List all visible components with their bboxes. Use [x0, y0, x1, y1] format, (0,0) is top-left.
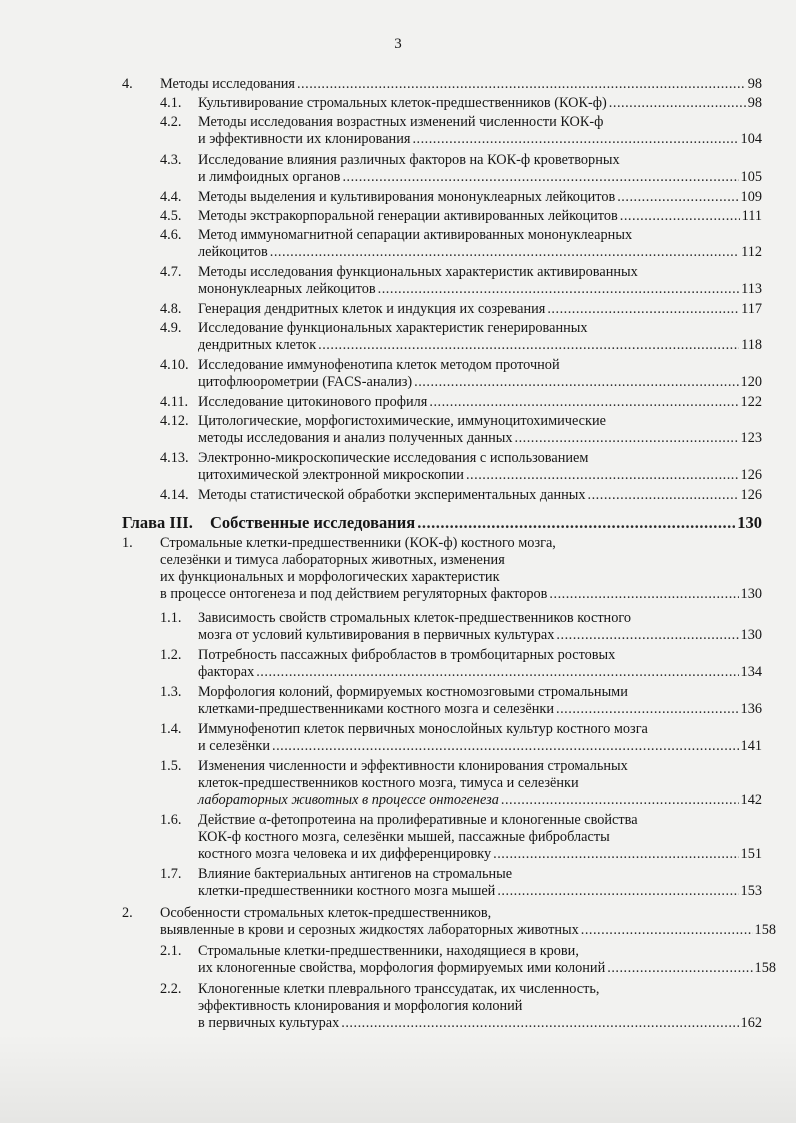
- dot-leader: [620, 208, 740, 225]
- toc-number: 1.3.: [160, 684, 182, 700]
- toc-page: 151: [740, 846, 762, 862]
- toc-page: 162: [740, 1015, 762, 1031]
- toc-title: клеток-предшественников костного мозга, тимуса и селезёнки: [198, 775, 579, 791]
- dot-leader: [256, 664, 738, 681]
- toc-page: 130: [737, 513, 762, 532]
- toc-number: 1.4.: [160, 721, 182, 737]
- toc-title: цитохимической электронной микроскопии: [198, 467, 464, 483]
- toc-title: их функциональных и морфологических характеристик: [160, 569, 500, 585]
- dot-leader: [493, 846, 738, 863]
- dot-leader: [497, 883, 738, 900]
- dot-leader: [609, 95, 746, 112]
- dot-leader: [272, 738, 739, 755]
- toc-title: Влияние бактериальных антигенов на стромальные: [198, 866, 513, 882]
- toc-page: 126: [740, 487, 762, 503]
- toc-title: и селезёнки: [198, 738, 270, 754]
- toc-page: 98: [747, 76, 762, 92]
- toc-page: 113: [741, 281, 762, 297]
- dot-leader: [417, 513, 735, 533]
- toc-page: 142: [740, 792, 762, 808]
- toc-number: 4.13.: [160, 450, 189, 466]
- toc-page: 117: [741, 301, 762, 317]
- toc-number: 4.4.: [160, 189, 182, 205]
- toc-title: Исследование влияния различных факторов на КОК-ф кроветворных: [198, 152, 620, 168]
- dot-leader: [581, 922, 753, 939]
- toc-number: 2.1.: [160, 943, 182, 959]
- dot-leader: [466, 467, 739, 484]
- toc-title: селезёнки и тимуса лабораторных животных, изменения: [160, 552, 505, 568]
- toc-page: 120: [740, 374, 762, 390]
- scan-shadow: [0, 1033, 796, 1123]
- toc-page: 123: [740, 430, 762, 446]
- toc-title: Электронно-микроскопические исследования с использованием: [198, 450, 589, 466]
- toc-page: 109: [740, 189, 762, 205]
- toc-title: Изменения численности и эффективности клонирования стромальных: [198, 758, 628, 774]
- toc-number: 4.1.: [160, 95, 182, 111]
- toc-title: методы исследования и анализ полученных данных: [198, 430, 513, 446]
- toc-title: Методы исследования: [160, 76, 295, 92]
- toc-number: 4.10.: [160, 357, 189, 373]
- toc-number: 1.: [122, 535, 133, 551]
- toc-title: Методы исследования функциональных характеристик активированных: [198, 264, 638, 280]
- toc-page: 126: [740, 467, 762, 483]
- toc-title: эффективность клонирования и морфология колоний: [198, 998, 523, 1014]
- dot-leader: [556, 627, 738, 644]
- toc-page: 112: [741, 244, 762, 260]
- toc-number: 1.5.: [160, 758, 182, 774]
- toc-number: 1.2.: [160, 647, 182, 663]
- toc-title: дендритных клеток: [198, 337, 317, 353]
- toc-title: Клоногенные клетки плеврального транссудатак, их численность,: [198, 981, 600, 997]
- toc-number: 2.2.: [160, 981, 182, 997]
- toc-title: Метод иммуномагнитной сепарации активированных мононуклеарных: [198, 227, 633, 243]
- toc-number: 4.5.: [160, 208, 182, 224]
- toc-number: 4.2.: [160, 114, 182, 130]
- toc-page: 105: [740, 169, 762, 185]
- dot-leader: [549, 586, 738, 603]
- dot-leader: [607, 960, 752, 977]
- toc-number: 2.: [122, 905, 133, 921]
- page-number: 3: [394, 36, 402, 52]
- toc-title: Генерация дендритных клеток и индукция их созревания: [198, 301, 546, 317]
- toc-number: 4.9.: [160, 320, 182, 336]
- toc-title: в первичных культурах: [198, 1015, 340, 1031]
- toc-title: Методы выделения и культивирования мононуклеарных лейкоцитов: [198, 189, 616, 205]
- toc-number: 4.8.: [160, 301, 182, 317]
- toc-title: клетки-предшественники костного мозга мышей: [198, 883, 496, 899]
- toc-title: лейкоцитов: [198, 244, 268, 260]
- toc-page: 98: [747, 95, 762, 111]
- toc-page: 153: [740, 883, 762, 899]
- toc-page: 122: [740, 394, 762, 410]
- chapter-title: Собственные исследования: [210, 513, 416, 532]
- toc-title: и эффективности их клонирования: [198, 131, 411, 147]
- toc-title: Особенности стромальных клеток-предшественников,: [160, 905, 492, 921]
- toc-number: 4.6.: [160, 227, 182, 243]
- toc-title: лабораторных животных в процессе онтогенеза: [198, 792, 499, 808]
- toc-title: костного мозга человека и их дифференцировку: [198, 846, 492, 862]
- toc-title: факторах: [198, 664, 255, 680]
- toc-number: 4.11.: [160, 394, 189, 410]
- toc-title: Стромальные клетки-предшественники (КОК-ф) костного мозга,: [160, 535, 556, 551]
- dot-leader: [318, 337, 739, 354]
- toc-title: Потребность пассажных фибробластов в тромбоцитарных ростовых: [198, 647, 616, 663]
- dot-leader: [501, 792, 739, 809]
- toc-page: 118: [741, 337, 762, 353]
- dot-leader: [270, 244, 739, 261]
- toc-title: их клоногенные свойства, морфология формируемых ими колоний: [198, 960, 606, 976]
- toc-page: 158: [754, 960, 776, 976]
- toc-title: Стромальные клетки-предшественники, находящиеся в крови,: [198, 943, 579, 959]
- toc-page: 111: [741, 208, 762, 224]
- toc-title: Морфология колоний, формируемых костномозговыми стромальными: [198, 684, 628, 700]
- dot-leader: [412, 131, 738, 148]
- toc-title: Исследование функциональных характеристик генерированных: [198, 320, 588, 336]
- toc-number: 1.6.: [160, 812, 182, 828]
- toc-title: выявленные в крови и серозных жидкостях лабораторных животных: [160, 922, 579, 938]
- dot-leader: [547, 301, 739, 318]
- toc-title: Зависимость свойств стромальных клеток-предшественников костного: [198, 610, 632, 626]
- toc-number: 4.: [122, 76, 133, 92]
- toc-title: Методы статистической обработки экспериментальных данных: [198, 487, 586, 503]
- toc-number: 4.7.: [160, 264, 182, 280]
- toc-title: мозга от условий культивирования в первичных культурах: [198, 627, 555, 643]
- toc-title: Иммунофенотип клеток первичных монослойных культур костного мозга: [198, 721, 648, 737]
- toc-title: цитофлюорометрии (FACS-анализ): [198, 374, 413, 390]
- toc-page: 136: [740, 701, 762, 717]
- toc-page: 130: [740, 586, 762, 602]
- toc-number: 1.1.: [160, 610, 182, 626]
- dot-leader: [342, 169, 738, 186]
- toc-title: мононуклеарных лейкоцитов: [198, 281, 376, 297]
- dot-leader: [515, 430, 739, 447]
- toc-page: 158: [754, 922, 776, 938]
- toc-title: Методы экстракорпоральной генерации активированных лейкоцитов: [198, 208, 618, 224]
- toc-title: Методы исследования возрастных изменений численности КОК-ф: [198, 114, 604, 130]
- toc-page: 141: [740, 738, 762, 754]
- toc-title: в процессе онтогенеза и под действием регуляторных факторов: [160, 586, 548, 602]
- toc-title: КОК-ф костного мозга, селезёнки мышей, пассажные фибробласты: [198, 829, 610, 845]
- toc-title: Исследование цитокинового профиля: [198, 394, 428, 410]
- toc-title: клетками-предшественниками костного мозга и селезёнки: [198, 701, 555, 717]
- dot-leader: [617, 189, 738, 206]
- toc-title: Культивирование стромальных клеток-предшественников (КОК-ф): [198, 95, 607, 111]
- chapter-number: Глава III.: [122, 513, 193, 532]
- toc-title: и лимфоидных органов: [198, 169, 341, 185]
- toc-page: 134: [740, 664, 762, 680]
- toc-title: Цитологические, морфогистохимические, иммуноцитохимические: [198, 413, 606, 429]
- toc-number: 4.12.: [160, 413, 189, 429]
- dot-leader: [429, 394, 738, 411]
- toc-title: Действие α-фетопротеина на пролиферативные и клоногенные свойства: [198, 812, 638, 828]
- dot-leader: [588, 487, 739, 504]
- toc-number: 1.7.: [160, 866, 182, 882]
- dot-leader: [378, 281, 739, 298]
- dot-leader: [556, 701, 739, 718]
- toc-title: Исследование иммунофенотипа клеток методом проточной: [198, 357, 560, 373]
- toc-number: 4.3.: [160, 152, 182, 168]
- dot-leader: [414, 374, 738, 391]
- toc-page: 104: [740, 131, 762, 147]
- toc-page: 130: [740, 627, 762, 643]
- toc-number: 4.14.: [160, 487, 189, 503]
- dot-leader: [297, 76, 746, 93]
- dot-leader: [341, 1015, 738, 1032]
